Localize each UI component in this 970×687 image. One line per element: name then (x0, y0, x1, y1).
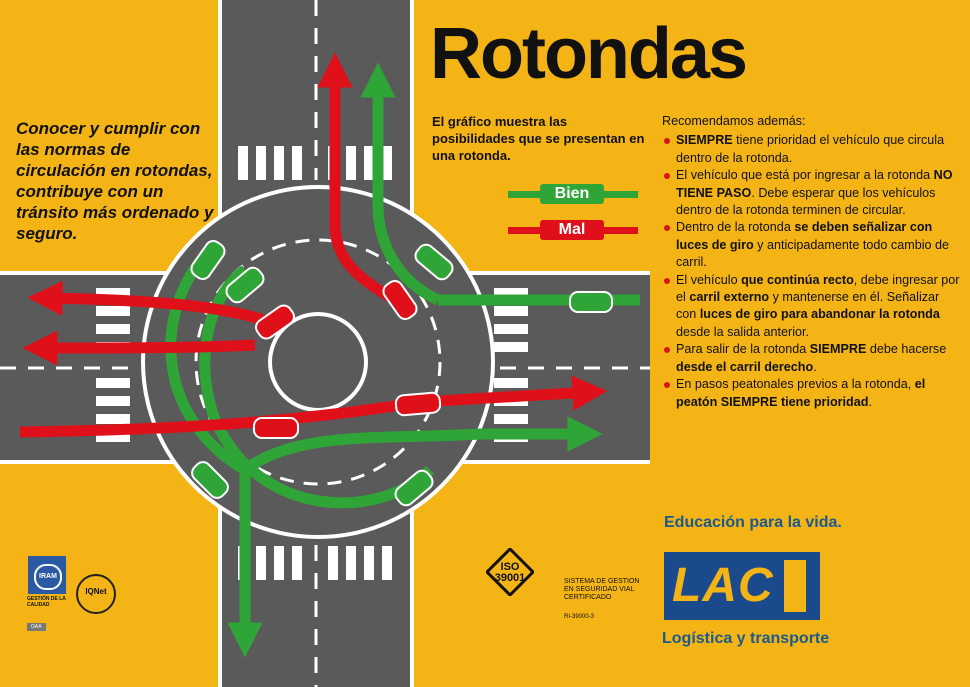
lac-logo (664, 552, 820, 620)
iram-logo (28, 556, 66, 594)
recommendation-item (662, 132, 962, 167)
car-red (254, 418, 298, 438)
oaa-logo: OAA (27, 623, 46, 631)
recommendation-text: el peatón SIEMPRE tiene prioridad (676, 377, 926, 409)
recommendation-text: NO TIENE PASO (676, 168, 953, 200)
recommendations (662, 113, 962, 411)
recommendation-text: , debe ingresar por el (676, 272, 960, 305)
bullet-icon (664, 138, 670, 144)
car-green (570, 292, 612, 312)
recommendation-text: carril externo (689, 290, 770, 305)
iram-caption: GESTIÓN DE LA CALIDAD (27, 596, 66, 608)
iso-description: SISTEMA DE GESTION EN SEGURIDAD VIAL CERTIFICADO (564, 578, 640, 601)
lead-text: Conocer y cumplir con las normas de circulación en rotondas, contribuye con un tránsito más ordenado y seguro. (16, 119, 214, 243)
iqnet-logo (76, 574, 116, 614)
bullet-icon (664, 347, 670, 353)
recommendation-text: desde el carril derecho (676, 359, 814, 374)
bullet-icon (664, 382, 670, 388)
recommendation-text: SIEMPRE (809, 342, 867, 357)
recommendation-text: desde la salida anterior. (676, 324, 810, 339)
legend-bad (508, 220, 638, 240)
bullet-icon (664, 278, 670, 284)
recommendation-item (662, 167, 962, 219)
logo-stripe (784, 560, 806, 612)
legend-good-label: Bien (540, 184, 604, 204)
recommendation-text: debe hacerse (866, 342, 947, 357)
iso-badge-text: ISO 39001 (494, 561, 526, 584)
legend-bad-label: Mal (540, 220, 604, 240)
bullet-icon (664, 173, 670, 179)
recommendation-text: que continúa recto (741, 272, 854, 287)
iram-logo-text: IRAM (34, 564, 62, 590)
recommendation-text: El vehículo que está por ingresar a la rotonda (676, 168, 934, 183)
recommendation-item (662, 341, 962, 376)
iqnet-logo-text: IQNet (85, 587, 107, 596)
recommendation-text: se deben señalizar con luces de giro (676, 220, 933, 252)
bullet-icon (664, 225, 670, 231)
legend-good (508, 184, 638, 204)
recommendation-item (662, 376, 962, 411)
car-red (395, 392, 441, 416)
recommendation-text: luces de giro para abandonar la rotonda (699, 307, 940, 322)
recommendation-item (662, 272, 962, 342)
wrong-path-west-2 (40, 345, 255, 348)
recommendation-text: . (868, 394, 872, 409)
recommendation-text: En pasos peatonales previos a la rotonda, (676, 377, 915, 392)
iso-code: RI-39000-3 (564, 614, 595, 620)
recommendation-text: . Debe esperar que los vehículos dentro de la rotonda terminen de circular. (676, 185, 936, 218)
page-title: Rotondas (430, 14, 746, 94)
lac-logo-text: LAC (672, 559, 774, 612)
recommendation-text: . (813, 359, 817, 374)
intro-text: El gráfico muestra las posibilidades que se presentan en una rotonda. (432, 114, 645, 163)
recommendation-item (662, 219, 962, 271)
recommendation-text: El vehículo (676, 272, 742, 287)
recommendation-text: Dentro de la rotonda (676, 220, 795, 235)
brand-tagline: Logística y transporte (662, 630, 830, 647)
iso-badge (486, 548, 534, 596)
recommendations-heading: Recomendamos además: (662, 114, 806, 128)
recommendation-text: tiene prioridad el vehículo que circula dentro de la rotonda. (676, 133, 945, 165)
recommendation-text: Para salir de la rotonda (676, 342, 810, 357)
recommendation-text: y anticipadamente todo cambio de carril. (676, 237, 950, 270)
recommendation-text: SIEMPRE (676, 133, 733, 148)
slogan: Educación para la vida. (664, 514, 842, 531)
recommendation-text: y mantenerse en él. Señalizar con (676, 290, 940, 322)
recommendations-list (662, 132, 962, 411)
